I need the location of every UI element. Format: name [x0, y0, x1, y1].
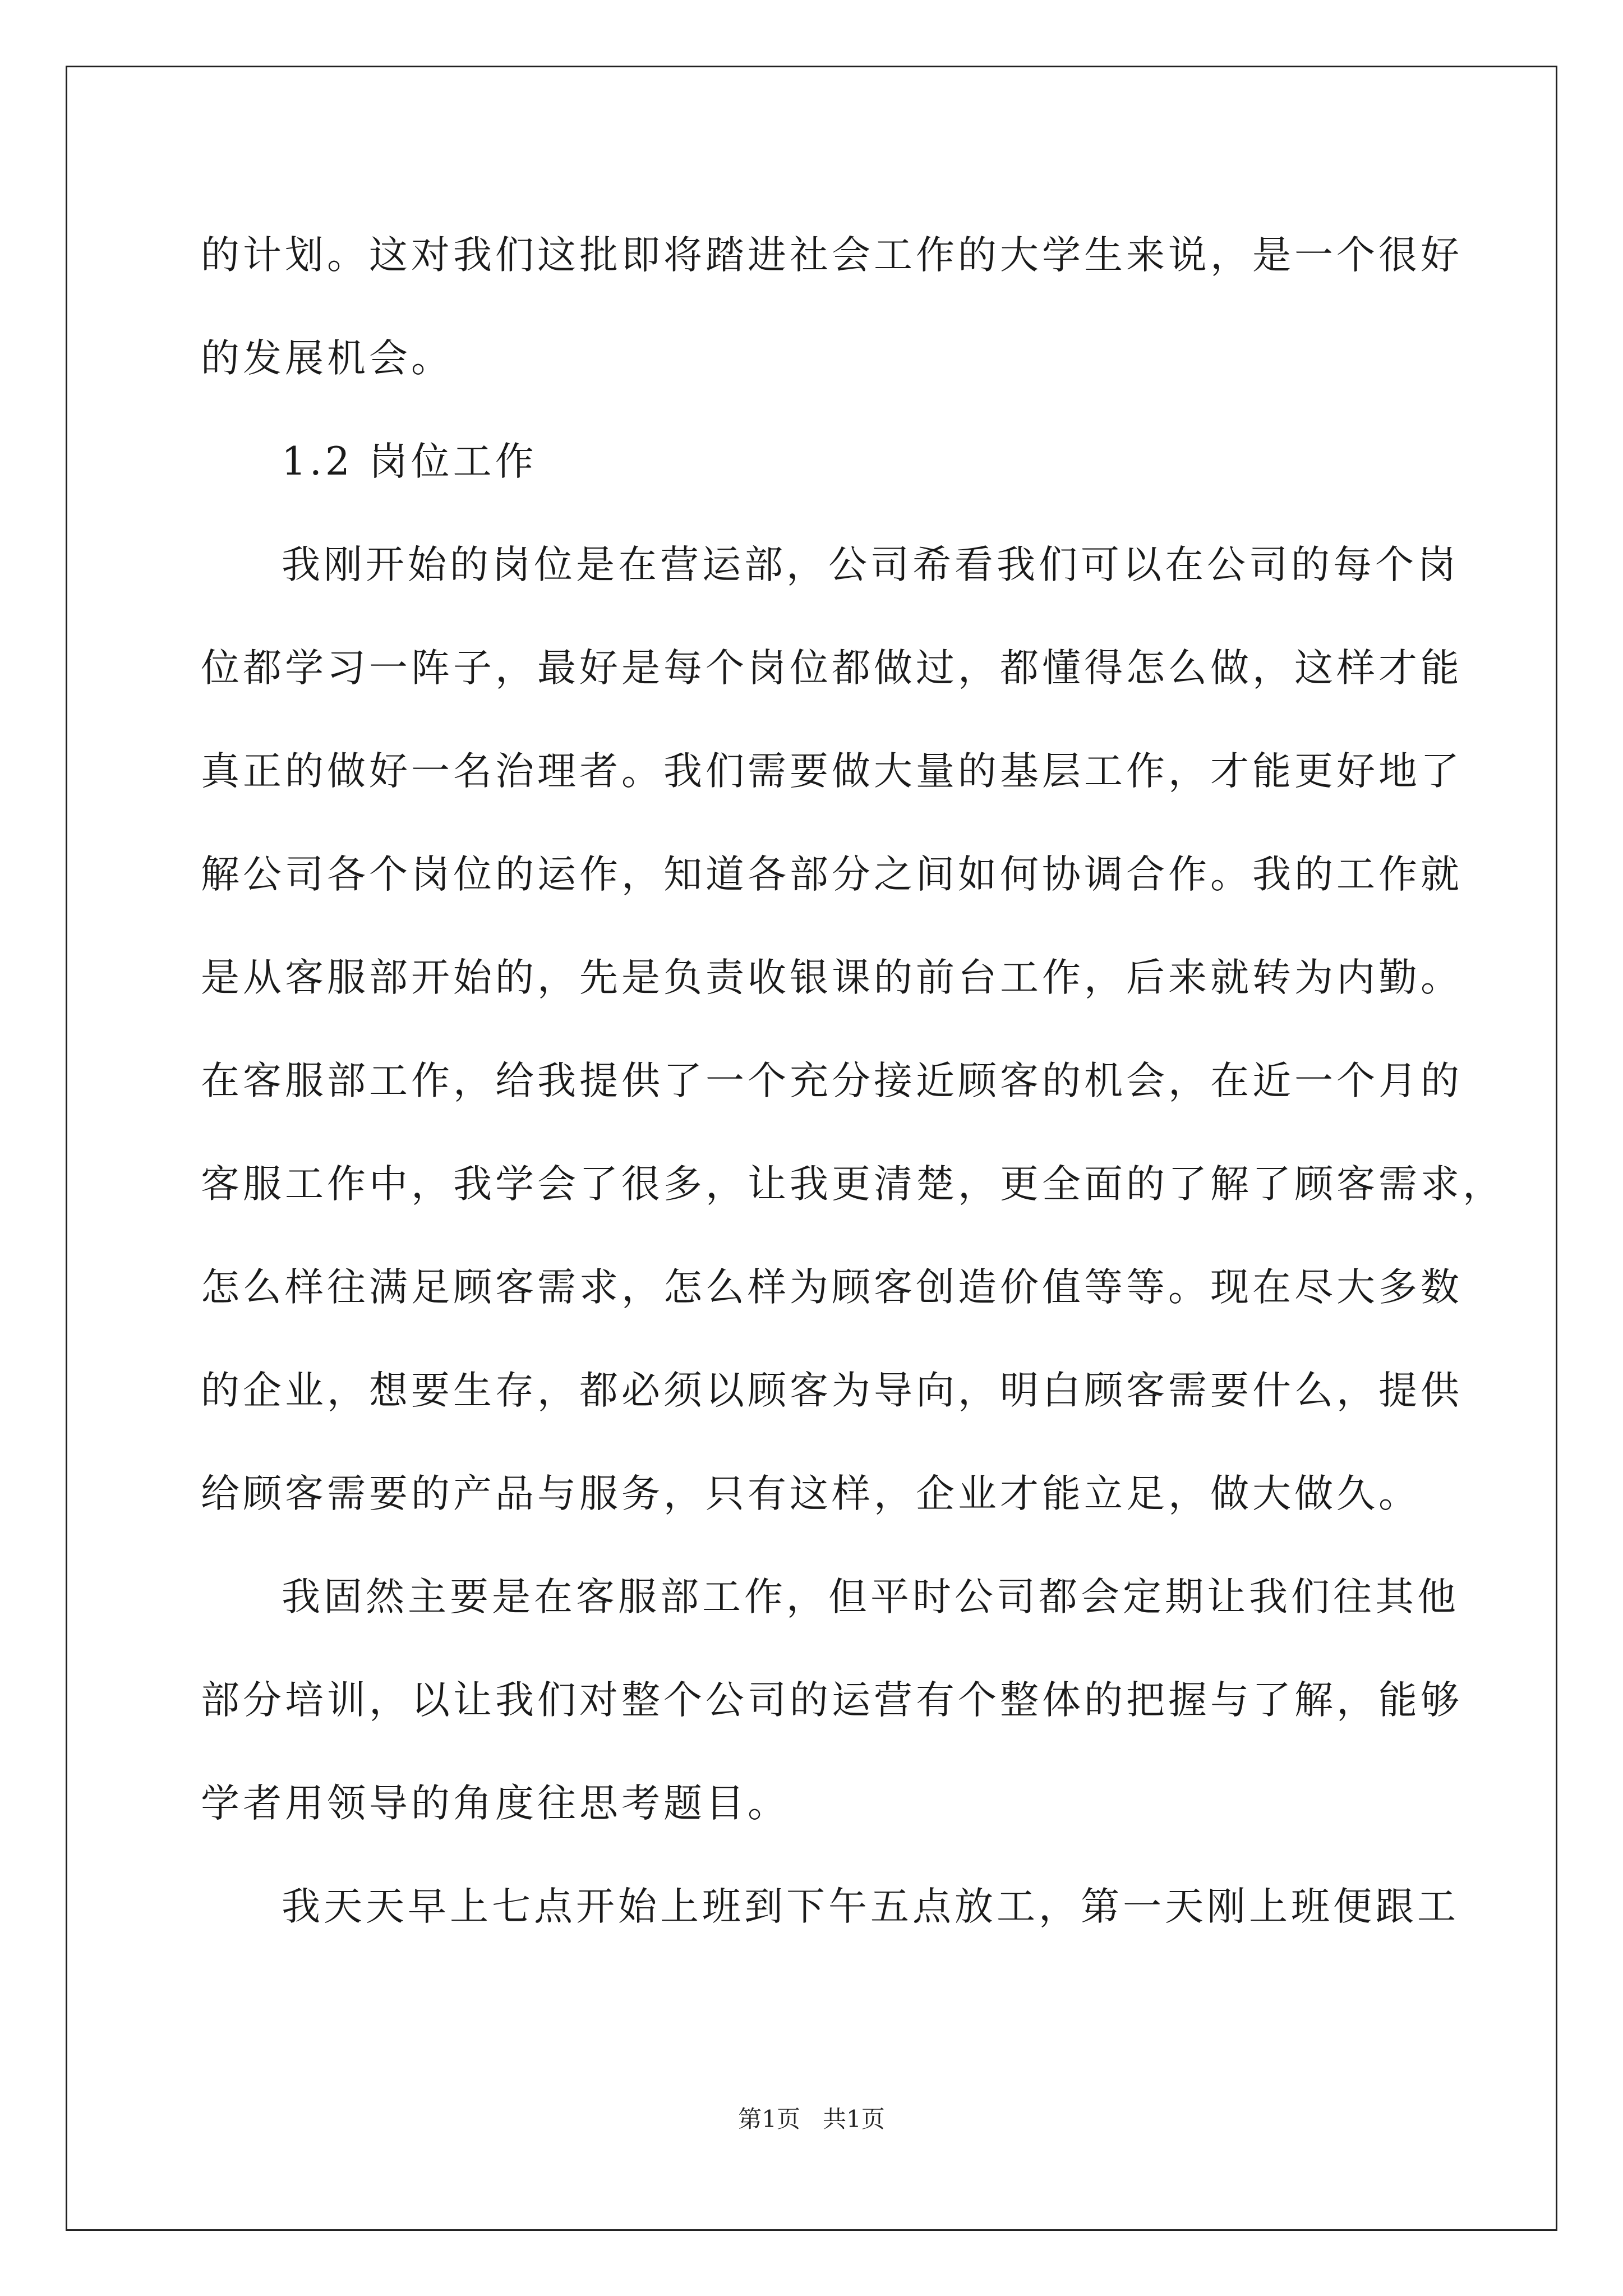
page-total: 共1页 [823, 2105, 885, 2133]
text-line: 在客服部工作，给我提供了一个充分接近顾客的机会，在近一个月的 [201, 1059, 1463, 1103]
text-line: 学者用领导的角度往思考题目。 [201, 1781, 790, 1826]
text-line: 的企业，想要生存，都必须以顾客为导向，明白顾客需要什么，提供 [201, 1368, 1463, 1413]
text-line: 怎么样往满足顾客需求，怎么样为顾客创造价值等等。现在尽大多数 [201, 1265, 1463, 1310]
text-line: 客服工作中，我学会了很多，让我更清楚，更全面的了解了顾客需求， [201, 1162, 1505, 1207]
text-line: 解公司各个岗位的运作，知道各部分之间如何协调合作。我的工作就 [201, 852, 1463, 897]
text-line: 我天天早上七点开始上班到下午五点放工，第一天刚上班便跟工 [282, 1884, 1459, 1929]
page-number: 第1页 [738, 2105, 800, 2133]
text-line: 的发展机会。 [201, 336, 453, 381]
text-line: 是从客服部开始的，先是负责收银课的前台工作，后来就转为内勤。 [201, 955, 1463, 1000]
text-line: 的计划。这对我们这批即将踏进社会工作的大学生来说，是一个很好 [201, 233, 1463, 278]
text-line: 我刚开始的岗位是在营运部，公司希看我们可以在公司的每个岗 [282, 542, 1459, 587]
section-heading: 1.2 岗位工作 [282, 439, 537, 484]
text-line: 给顾客需要的产品与服务，只有这样，企业才能立足，做大做久。 [201, 1471, 1421, 1516]
text-line: 我固然主要是在客服部工作，但平时公司都会定期让我们往其他 [282, 1575, 1459, 1619]
text-line: 部分培训，以让我们对整个公司的运营有个整体的把握与了解，能够 [201, 1678, 1463, 1723]
document-body [201, 219, 1505, 1973]
page-footer [0, 2101, 1623, 2134]
text-line: 位都学习一阵子，最好是每个岗位都做过，都懂得怎么做，这样才能 [201, 646, 1463, 691]
text-line: 真正的做好一名治理者。我们需要做大量的基层工作，才能更好地了 [201, 749, 1463, 794]
